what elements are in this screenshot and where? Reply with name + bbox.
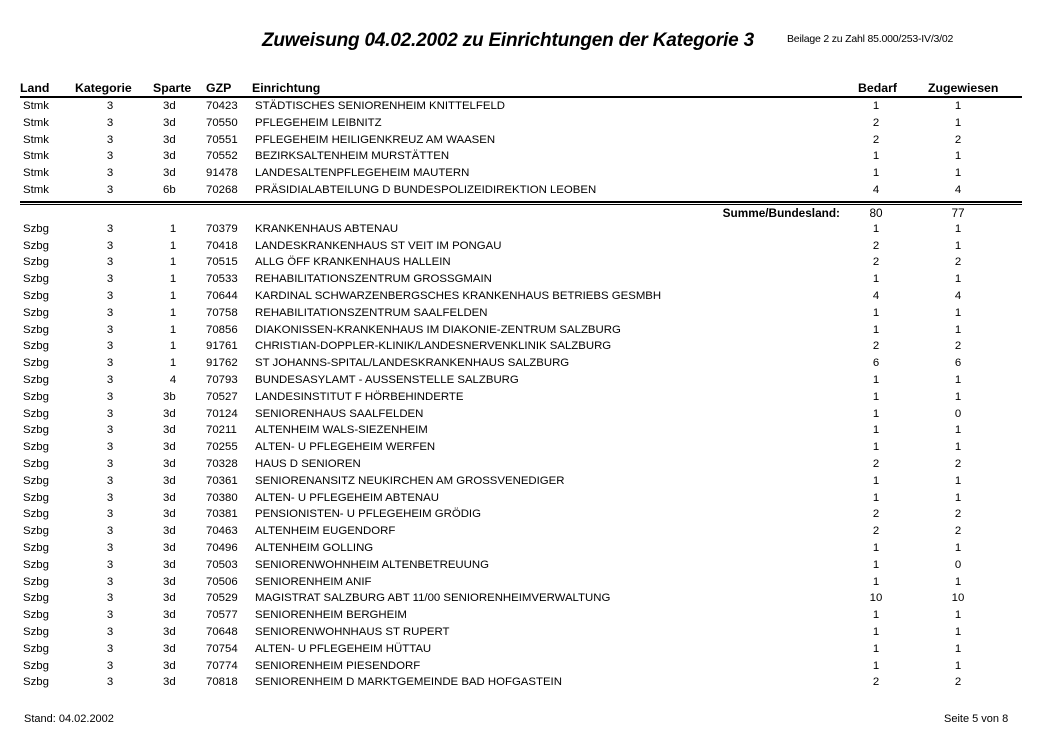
table-row	[0, 607, 1050, 624]
cell-sparte: 3d	[163, 508, 176, 521]
cell-einrichtung: SENIORENANSITZ NEUKIRCHEN AM GROSSVENEDIGER	[255, 474, 565, 487]
cell-gzp: 70361	[206, 474, 238, 487]
cell-bedarf: 1	[872, 407, 880, 420]
table-row	[0, 557, 1050, 574]
cell-gzp: 91478	[206, 167, 238, 180]
cell-gzp: 70529	[206, 592, 238, 605]
cell-land: Stmk	[23, 150, 49, 163]
column-header-land: Land	[20, 81, 50, 95]
cell-sparte: 4	[169, 373, 177, 386]
cell-gzp: 70503	[206, 558, 238, 571]
cell-zugewiesen: 1	[954, 424, 962, 437]
cell-einrichtung: CHRISTIAN-DOPPLER-KLINIK/LANDESNERVENKLINIK SALZBURG	[255, 340, 612, 353]
cell-bedarf: 1	[872, 167, 880, 180]
table-row	[0, 473, 1050, 490]
cell-sparte: 3b	[163, 390, 176, 403]
cell-kategorie: 3	[106, 357, 114, 370]
cell-land: Szbg	[23, 357, 49, 370]
cell-land: Szbg	[23, 306, 49, 319]
cell-land: Szbg	[23, 508, 49, 521]
cell-kategorie: 3	[106, 424, 114, 437]
cell-sparte: 3d	[163, 642, 176, 655]
cell-kategorie: 3	[106, 390, 114, 403]
table-row	[0, 221, 1050, 238]
cell-zugewiesen: 1	[954, 625, 962, 638]
cell-gzp: 70551	[206, 133, 238, 146]
cell-einrichtung: ALTEN- U PFLEGEHEIM HÜTTAU	[255, 642, 432, 655]
cell-sparte: 3d	[163, 609, 176, 622]
cell-einrichtung: ALTENHEIM WALS-SIEZENHEIM	[255, 424, 428, 437]
cell-bedarf: 1	[872, 474, 880, 487]
cell-einrichtung: ALTEN- U PFLEGEHEIM ABTENAU	[255, 491, 439, 504]
cell-einrichtung: ST JOHANNS-SPITAL/LANDESKRANKENHAUS SALZBURG	[255, 357, 570, 370]
cell-bedarf: 2	[872, 525, 880, 538]
cell-kategorie: 3	[106, 222, 114, 235]
cell-sparte: 1	[169, 222, 177, 235]
cell-gzp: 70552	[206, 150, 238, 163]
cell-sparte: 3d	[163, 474, 176, 487]
cell-bedarf: 2	[872, 340, 880, 353]
cell-land: Szbg	[23, 541, 49, 554]
cell-bedarf: 2	[872, 457, 880, 470]
cell-gzp: 70818	[206, 676, 238, 689]
cell-land: Szbg	[23, 390, 49, 403]
cell-sparte: 3d	[163, 541, 176, 554]
cell-land: Szbg	[23, 340, 49, 353]
cell-zugewiesen: 1	[954, 222, 962, 235]
cell-zugewiesen: 1	[954, 541, 962, 554]
cell-kategorie: 3	[106, 273, 114, 286]
cell-einrichtung: SENIORENHEIM D MARKTGEMEINDE BAD HOFGASTEIN	[255, 676, 562, 689]
column-header-zugewiesen: Zugewiesen	[928, 81, 999, 95]
cell-gzp: 70856	[206, 323, 238, 336]
cell-zugewiesen: 6	[954, 357, 962, 370]
allocation-table	[0, 80, 1050, 691]
cell-sparte: 1	[169, 256, 177, 269]
table-row	[0, 641, 1050, 658]
cell-bedarf: 1	[872, 659, 880, 672]
cell-kategorie: 3	[106, 592, 114, 605]
cell-sparte: 3d	[163, 625, 176, 638]
table-header	[0, 80, 1050, 96]
cell-kategorie: 3	[106, 133, 114, 146]
cell-einrichtung: DIAKONISSEN-KRANKENHAUS IM DIAKONIE-ZENTRUM SALZBURG	[255, 323, 621, 336]
cell-kategorie: 3	[106, 239, 114, 252]
cell-zugewiesen: 2	[954, 457, 962, 470]
cell-sparte: 3d	[163, 133, 176, 146]
cell-sparte: 6b	[163, 183, 176, 196]
cell-bedarf: 1	[872, 441, 880, 454]
cell-sparte: 3d	[163, 441, 176, 454]
cell-bedarf: 4	[872, 183, 880, 196]
footer-stand-date: Stand: 04.02.2002	[24, 713, 114, 725]
cell-kategorie: 3	[106, 340, 114, 353]
footer-page-number: Seite 5 von 8	[944, 713, 1009, 725]
cell-zugewiesen: 1	[954, 239, 962, 252]
cell-gzp: 70328	[206, 457, 238, 470]
cell-einrichtung: HAUS D SENIOREN	[255, 457, 361, 470]
cell-sparte: 3d	[163, 167, 176, 180]
cell-sparte: 1	[169, 239, 177, 252]
summary-bedarf: 80	[869, 205, 883, 220]
cell-kategorie: 3	[106, 491, 114, 504]
table-row	[0, 422, 1050, 439]
cell-einrichtung: ALTEN- U PFLEGEHEIM WERFEN	[255, 441, 436, 454]
cell-land: Stmk	[23, 116, 49, 129]
page-title: Zuweisung 04.02.2002 zu Einrichtungen der Kategorie 3	[262, 30, 754, 51]
szbg-section	[0, 221, 1050, 691]
cell-land: Szbg	[23, 373, 49, 386]
cell-einrichtung: SENIORENWOHNHAUS ST RUPERT	[255, 625, 450, 638]
table-row	[0, 456, 1050, 473]
table-row	[0, 254, 1050, 271]
cell-land: Szbg	[23, 659, 49, 672]
cell-zugewiesen: 1	[954, 167, 962, 180]
cell-kategorie: 3	[106, 642, 114, 655]
cell-einrichtung: SENIORENWOHNHEIM ALTENBETREUUNG	[255, 558, 489, 571]
cell-kategorie: 3	[106, 167, 114, 180]
cell-gzp: 70381	[206, 508, 238, 521]
cell-land: Stmk	[23, 167, 49, 180]
cell-sparte: 1	[169, 357, 177, 370]
cell-sparte: 1	[169, 289, 177, 302]
cell-einrichtung: REHABILITATIONSZENTRUM SAALFELDEN	[255, 306, 488, 319]
cell-land: Stmk	[23, 133, 49, 146]
cell-bedarf: 1	[872, 491, 880, 504]
cell-bedarf: 1	[872, 306, 880, 319]
cell-bedarf: 6	[872, 357, 880, 370]
stmk-section	[0, 98, 1050, 199]
cell-land: Szbg	[23, 239, 49, 252]
cell-land: Szbg	[23, 642, 49, 655]
cell-gzp: 70379	[206, 222, 238, 235]
cell-sparte: 3d	[163, 491, 176, 504]
cell-gzp: 70774	[206, 659, 238, 672]
table-row	[0, 132, 1050, 149]
cell-gzp: 70533	[206, 273, 238, 286]
table-row	[0, 148, 1050, 165]
cell-sparte: 3d	[163, 575, 176, 588]
cell-kategorie: 3	[106, 289, 114, 302]
table-row	[0, 271, 1050, 288]
cell-gzp: 70423	[206, 100, 238, 112]
cell-land: Szbg	[23, 273, 49, 286]
cell-einrichtung: KARDINAL SCHWARZENBERGSCHES KRANKENHAUS BETRIEBS GESMBH	[255, 289, 662, 302]
cell-bedarf: 1	[872, 625, 880, 638]
cell-einrichtung: PENSIONISTEN- U PFLEGEHEIM GRÖDIG	[255, 508, 481, 521]
cell-zugewiesen: 10	[951, 592, 965, 605]
cell-zugewiesen: 2	[954, 133, 962, 146]
cell-sparte: 3d	[163, 592, 176, 605]
cell-gzp: 70124	[206, 407, 238, 420]
cell-gzp: 70418	[206, 239, 238, 252]
cell-sparte: 1	[169, 323, 177, 336]
cell-land: Szbg	[23, 558, 49, 571]
table-row	[0, 389, 1050, 406]
table-row	[0, 674, 1050, 691]
cell-gzp: 70506	[206, 575, 238, 588]
cell-gzp: 70255	[206, 441, 238, 454]
cell-zugewiesen: 0	[954, 558, 962, 571]
cell-zugewiesen: 0	[954, 407, 962, 420]
cell-sparte: 3d	[163, 525, 176, 538]
cell-gzp: 70380	[206, 491, 238, 504]
cell-sparte: 3d	[163, 676, 176, 689]
table-row	[0, 165, 1050, 182]
cell-einrichtung: PRÄSIDIALABTEILUNG D BUNDESPOLIZEIDIREKTION LEOBEN	[255, 183, 597, 196]
cell-bedarf: 1	[872, 273, 880, 286]
cell-einrichtung: LANDESKRANKENHAUS ST VEIT IM PONGAU	[255, 239, 502, 252]
cell-einrichtung: BEZIRKSALTENHEIM MURSTÄTTEN	[255, 150, 450, 163]
cell-sparte: 3d	[163, 424, 176, 437]
cell-einrichtung: STÄDTISCHES SENIORENHEIM KNITTELFELD	[255, 100, 505, 112]
cell-kategorie: 3	[106, 625, 114, 638]
summary-row	[0, 205, 1050, 221]
cell-einrichtung: REHABILITATIONSZENTRUM GROSSGMAIN	[255, 273, 492, 286]
cell-zugewiesen: 1	[954, 373, 962, 386]
cell-einrichtung: PFLEGEHEIM HEILIGENKREUZ AM WAASEN	[255, 133, 496, 146]
cell-bedarf: 2	[872, 133, 880, 146]
cell-land: Szbg	[23, 256, 49, 269]
column-header-einrichtung: Einrichtung	[252, 81, 321, 95]
summary-zugewiesen: 77	[951, 205, 965, 220]
table-row	[0, 355, 1050, 372]
cell-zugewiesen: 1	[954, 323, 962, 336]
cell-land: Szbg	[23, 491, 49, 504]
cell-kategorie: 3	[106, 676, 114, 689]
cell-einrichtung: SENIORENHEIM ANIF	[255, 575, 372, 588]
cell-gzp: 91762	[206, 357, 238, 370]
cell-bedarf: 4	[872, 289, 880, 302]
cell-einrichtung: LANDESINSTITUT F HÖRBEHINDERTE	[255, 390, 464, 403]
cell-kategorie: 3	[106, 659, 114, 672]
cell-land: Stmk	[23, 183, 49, 196]
table-row	[0, 506, 1050, 523]
cell-zugewiesen: 2	[954, 256, 962, 269]
cell-zugewiesen: 2	[954, 508, 962, 521]
cell-land: Szbg	[23, 407, 49, 420]
column-header-gzp: GZP	[206, 81, 232, 95]
table-row	[0, 624, 1050, 641]
cell-land: Szbg	[23, 457, 49, 470]
cell-bedarf: 10	[869, 592, 883, 605]
table-row	[0, 490, 1050, 507]
cell-kategorie: 3	[106, 457, 114, 470]
cell-zugewiesen: 4	[954, 183, 962, 196]
cell-einrichtung: KRANKENHAUS ABTENAU	[255, 222, 399, 235]
summary-label: Summe/Bundesland:	[722, 205, 840, 220]
section-divider	[20, 201, 1022, 203]
cell-zugewiesen: 1	[954, 273, 962, 286]
cell-zugewiesen: 2	[954, 340, 962, 353]
cell-bedarf: 1	[872, 575, 880, 588]
cell-gzp: 70644	[206, 289, 238, 302]
cell-zugewiesen: 1	[954, 441, 962, 454]
table-row	[0, 322, 1050, 339]
cell-einrichtung: SENIORENHEIM PIESENDORF	[255, 659, 421, 672]
cell-bedarf: 2	[872, 239, 880, 252]
cell-bedarf: 1	[872, 390, 880, 403]
cell-kategorie: 3	[106, 323, 114, 336]
cell-sparte: 1	[169, 273, 177, 286]
cell-land: Szbg	[23, 222, 49, 235]
cell-kategorie: 3	[106, 575, 114, 588]
cell-kategorie: 3	[106, 508, 114, 521]
cell-zugewiesen: 1	[954, 116, 962, 129]
cell-einrichtung: BUNDESASYLAMT - AUSSENSTELLE SALZBURG	[255, 373, 519, 386]
cell-sparte: 3d	[163, 457, 176, 470]
cell-sparte: 3d	[163, 407, 176, 420]
cell-einrichtung: SENIORENHAUS SAALFELDEN	[255, 407, 424, 420]
cell-einrichtung: LANDESALTENPFLEGEHEIM MAUTERN	[255, 167, 470, 180]
table-row	[0, 288, 1050, 305]
cell-land: Szbg	[23, 424, 49, 437]
cell-gzp: 70515	[206, 256, 238, 269]
column-header-bedarf: Bedarf	[858, 81, 897, 95]
cell-zugewiesen: 1	[954, 474, 962, 487]
cell-land: Szbg	[23, 289, 49, 302]
cell-bedarf: 2	[872, 508, 880, 521]
cell-bedarf: 2	[872, 256, 880, 269]
table-row	[0, 406, 1050, 423]
cell-kategorie: 3	[106, 474, 114, 487]
cell-land: Szbg	[23, 625, 49, 638]
beilage-reference: Beilage 2 zu Zahl 85.000/253-IV/3/02	[787, 33, 954, 45]
cell-land: Szbg	[23, 323, 49, 336]
cell-kategorie: 3	[106, 407, 114, 420]
cell-kategorie: 3	[106, 183, 114, 196]
cell-einrichtung: SENIORENHEIM BERGHEIM	[255, 609, 407, 622]
cell-gzp: 70550	[206, 116, 238, 129]
cell-land: Szbg	[23, 609, 49, 622]
cell-land: Szbg	[23, 592, 49, 605]
cell-bedarf: 1	[872, 222, 880, 235]
cell-kategorie: 3	[106, 525, 114, 538]
cell-kategorie: 3	[106, 441, 114, 454]
cell-kategorie: 3	[106, 100, 114, 112]
cell-bedarf: 1	[872, 558, 880, 571]
cell-zugewiesen: 1	[954, 642, 962, 655]
cell-kategorie: 3	[106, 541, 114, 554]
cell-einrichtung: ALTENHEIM EUGENDORF	[255, 525, 396, 538]
cell-zugewiesen: 1	[954, 659, 962, 672]
cell-zugewiesen: 1	[954, 575, 962, 588]
cell-zugewiesen: 2	[954, 525, 962, 538]
cell-zugewiesen: 1	[954, 100, 962, 112]
cell-land: Stmk	[23, 100, 49, 112]
cell-sparte: 1	[169, 306, 177, 319]
cell-gzp: 70527	[206, 390, 238, 403]
cell-zugewiesen: 1	[954, 491, 962, 504]
cell-sparte: 3d	[163, 100, 176, 112]
cell-sparte: 1	[169, 340, 177, 353]
column-header-kategorie: Kategorie	[75, 81, 132, 95]
cell-land: Szbg	[23, 525, 49, 538]
cell-bedarf: 2	[872, 116, 880, 129]
cell-land: Szbg	[23, 441, 49, 454]
table-row	[0, 238, 1050, 255]
cell-sparte: 3d	[163, 558, 176, 571]
table-row	[0, 590, 1050, 607]
cell-gzp: 70268	[206, 183, 238, 196]
table-row	[0, 439, 1050, 456]
cell-gzp: 91761	[206, 340, 238, 353]
cell-kategorie: 3	[106, 609, 114, 622]
cell-einrichtung: ALLG ÖFF KRANKENHAUS HALLEIN	[255, 256, 451, 269]
cell-bedarf: 1	[872, 609, 880, 622]
cell-gzp: 70754	[206, 642, 238, 655]
table-row	[0, 115, 1050, 132]
cell-kategorie: 3	[106, 306, 114, 319]
cell-zugewiesen: 4	[954, 289, 962, 302]
cell-kategorie: 3	[106, 256, 114, 269]
table-row	[0, 658, 1050, 675]
cell-gzp: 70211	[206, 424, 237, 437]
cell-gzp: 70496	[206, 541, 238, 554]
cell-gzp: 70793	[206, 373, 238, 386]
cell-bedarf: 1	[872, 323, 880, 336]
cell-zugewiesen: 1	[954, 609, 962, 622]
cell-zugewiesen: 1	[954, 390, 962, 403]
cell-kategorie: 3	[106, 116, 114, 129]
cell-gzp: 70648	[206, 625, 238, 638]
table-row	[0, 523, 1050, 540]
cell-einrichtung: PFLEGEHEIM LEIBNITZ	[255, 116, 382, 129]
cell-gzp: 70463	[206, 525, 238, 538]
cell-zugewiesen: 1	[954, 150, 962, 163]
cell-land: Szbg	[23, 474, 49, 487]
cell-sparte: 3d	[163, 659, 176, 672]
table-row	[0, 305, 1050, 322]
cell-bedarf: 2	[872, 676, 880, 689]
cell-bedarf: 1	[872, 424, 880, 437]
cell-gzp: 70758	[206, 306, 238, 319]
cell-kategorie: 3	[106, 558, 114, 571]
table-row	[0, 540, 1050, 557]
cell-bedarf: 1	[872, 373, 880, 386]
cell-einrichtung: ALTENHEIM GOLLING	[255, 541, 374, 554]
cell-zugewiesen: 1	[954, 306, 962, 319]
table-row	[0, 574, 1050, 591]
table-row	[0, 98, 1050, 115]
cell-land: Szbg	[23, 575, 49, 588]
cell-bedarf: 1	[872, 642, 880, 655]
cell-bedarf: 1	[872, 541, 880, 554]
cell-zugewiesen: 2	[954, 676, 962, 689]
cell-bedarf: 1	[872, 100, 880, 112]
column-header-sparte: Sparte	[153, 81, 192, 95]
cell-gzp: 70577	[206, 609, 238, 622]
cell-kategorie: 3	[106, 150, 114, 163]
cell-kategorie: 3	[106, 373, 114, 386]
cell-sparte: 3d	[163, 116, 176, 129]
cell-bedarf: 1	[872, 150, 880, 163]
table-row	[0, 338, 1050, 355]
cell-sparte: 3d	[163, 150, 176, 163]
cell-einrichtung: MAGISTRAT SALZBURG ABT 11/00 SENIORENHEIMVERWALTUNG	[255, 592, 611, 605]
table-row	[0, 182, 1050, 199]
cell-land: Szbg	[23, 676, 49, 689]
table-row	[0, 372, 1050, 389]
